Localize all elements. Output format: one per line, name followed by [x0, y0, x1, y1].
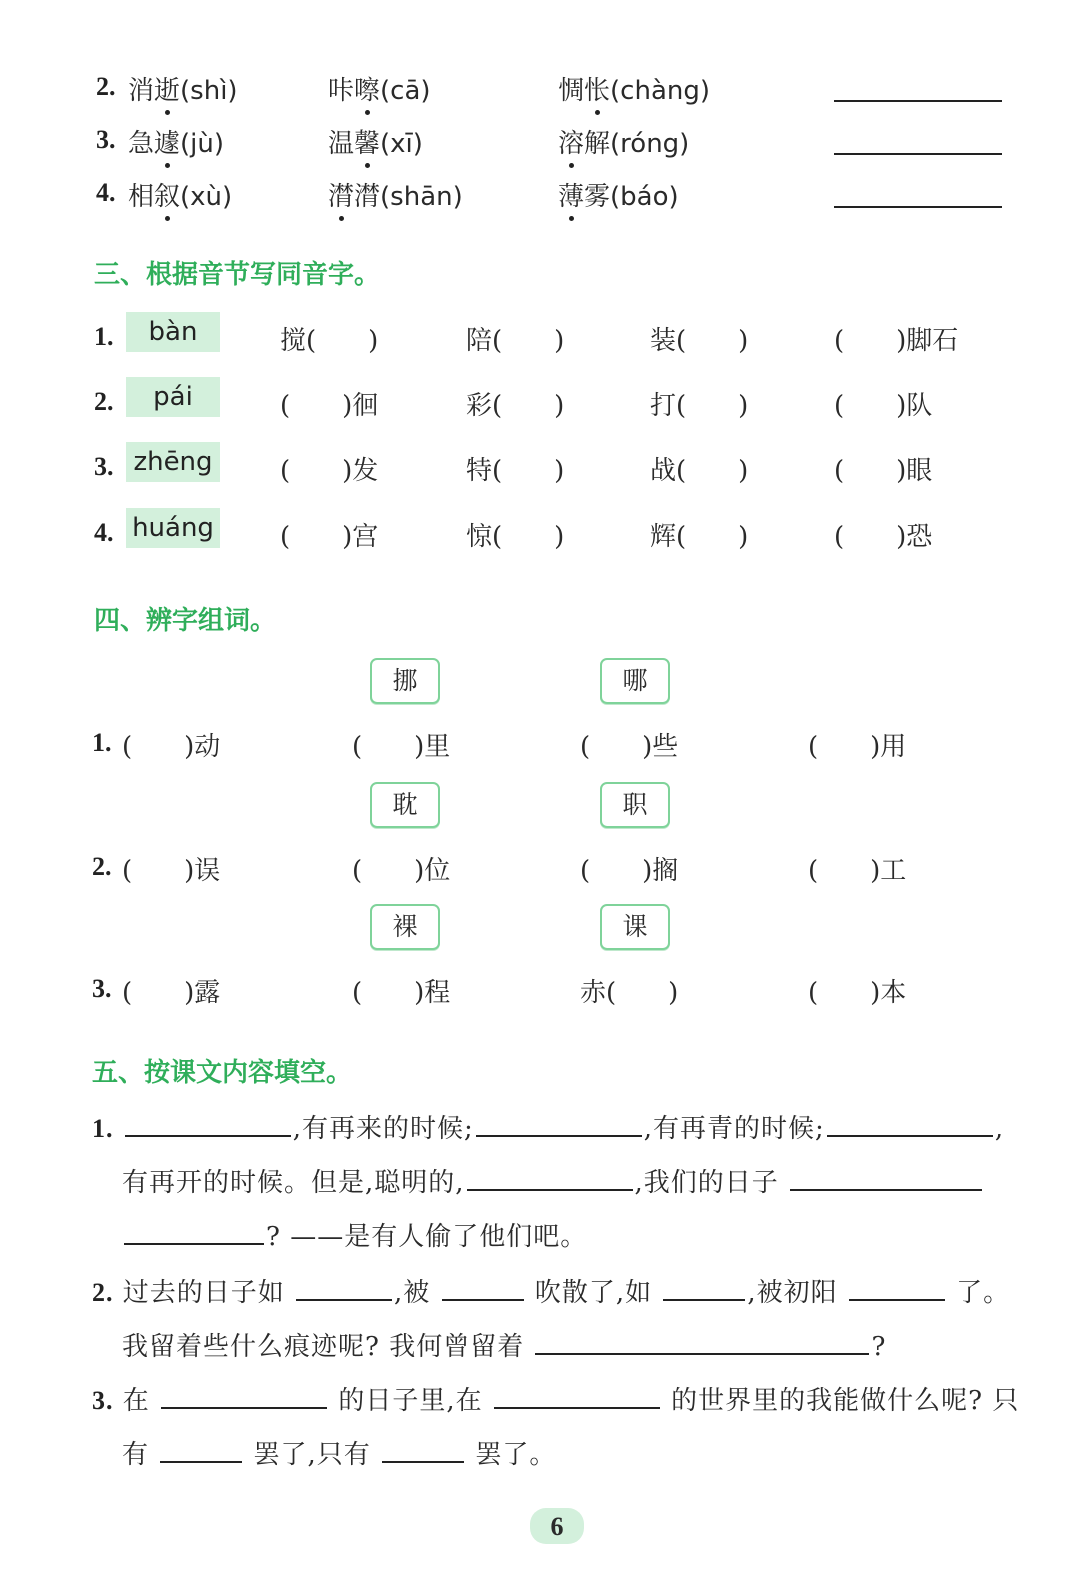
pinyin-box: bàn: [126, 312, 220, 352]
word-blank[interactable]: ( )误: [122, 856, 221, 886]
fill-blank[interactable]: [467, 1167, 633, 1191]
s4-row-number: 1.: [92, 728, 112, 757]
word-blank[interactable]: ( )程: [352, 978, 451, 1008]
pinyin-box: zhēng: [126, 442, 220, 482]
s4-row-number: 3.: [92, 974, 112, 1003]
word-blank[interactable]: ( )里: [352, 732, 451, 762]
word-blank[interactable]: ( )工: [808, 856, 907, 886]
word-blank[interactable]: ( )本: [808, 978, 907, 1008]
homophone-blank[interactable]: 陪( ): [466, 326, 565, 356]
fill-blank[interactable]: [124, 1221, 264, 1245]
answer-blank[interactable]: [834, 153, 1002, 155]
homophone-blank[interactable]: 彩( ): [466, 391, 565, 421]
homophone-blank[interactable]: 装( ): [650, 326, 749, 356]
answer-blank[interactable]: [834, 206, 1002, 208]
homophone-blank[interactable]: ( )眼: [834, 456, 933, 486]
homophone-blank[interactable]: ( )徊: [280, 391, 379, 421]
s5-q1-line1: 1. ,有再来的时候; ,有再青的时候; ,: [92, 1114, 1005, 1144]
q1-number: 1.: [92, 1114, 114, 1143]
homophone-blank[interactable]: 战( ): [650, 456, 749, 486]
homophone-blank[interactable]: 打( ): [650, 391, 749, 421]
dotted-char: 薄: [558, 176, 584, 213]
page-number: 6: [530, 1508, 584, 1544]
fill-blank[interactable]: [160, 1439, 242, 1463]
s5-q1-line3: ? ——是有人偷了他们吧。: [122, 1216, 587, 1253]
s3-row-number: 3.: [94, 452, 114, 481]
s5-q2-line1: 2. 过去的日子如 ,被 吹散了,如 ,被初阳 了。: [92, 1278, 1011, 1308]
char-box: 耽: [370, 782, 440, 828]
word-blank[interactable]: ( )露: [122, 978, 221, 1008]
fill-blank[interactable]: [535, 1331, 869, 1355]
char-box: 哪: [600, 658, 670, 704]
char-box: 课: [600, 904, 670, 950]
dotted-char: 溶: [558, 123, 584, 160]
fill-blank[interactable]: [125, 1113, 291, 1137]
pinyin: (shì): [180, 76, 238, 106]
pinyin: (cā): [380, 76, 431, 106]
s5-q3-line1: 3. 在 的日子里,在 的世界里的我能做什么呢? 只: [92, 1386, 1020, 1416]
pinyin: (xù): [180, 182, 233, 212]
char-box: 挪: [370, 658, 440, 704]
word-blank[interactable]: ( )用: [808, 732, 907, 762]
s2-row-number: 3.: [96, 125, 116, 154]
homophone-blank[interactable]: ( )队: [834, 391, 933, 421]
s2-word: 温馨(xī): [328, 123, 423, 160]
section4-title: 四、辨字组词。: [94, 606, 277, 636]
s3-row-number: 2.: [94, 387, 114, 416]
s4-row-number: 2.: [92, 852, 112, 881]
word-blank[interactable]: ( )些: [580, 732, 679, 762]
fill-blank[interactable]: [476, 1113, 642, 1137]
homophone-blank[interactable]: 惊( ): [466, 522, 565, 552]
s2-word: 相叙(xù): [128, 176, 232, 213]
answer-blank[interactable]: [834, 100, 1002, 102]
pinyin: (shān): [380, 182, 463, 212]
pinyin-box: huáng: [126, 508, 220, 548]
dotted-char: 嚓: [354, 70, 380, 107]
fill-blank[interactable]: [790, 1167, 982, 1191]
pinyin: (báo): [610, 182, 679, 212]
homophone-blank[interactable]: 搅( ): [280, 326, 379, 356]
fill-blank[interactable]: [161, 1385, 327, 1409]
pinyin: (róng): [610, 129, 690, 159]
fill-blank[interactable]: [442, 1277, 524, 1301]
section3-title: 三、根据音节写同音字。: [94, 260, 381, 290]
s3-row-number: 1.: [94, 322, 114, 351]
s2-word: 咔嚓(cā): [328, 70, 431, 107]
s2-word: 潸潸(shān): [328, 176, 463, 213]
q3-number: 3.: [92, 1386, 114, 1415]
pinyin: (chàng): [610, 76, 711, 106]
s2-word: 急遽(jù): [128, 123, 224, 160]
homophone-blank[interactable]: ( )发: [280, 456, 379, 486]
fill-blank[interactable]: [663, 1277, 745, 1301]
s3-row-number: 4.: [94, 518, 114, 547]
pinyin-box: pái: [126, 377, 220, 417]
s2-word: 惆怅(chàng): [558, 70, 710, 107]
s2-word: 薄雾(báo): [558, 176, 679, 213]
fill-blank[interactable]: [382, 1439, 464, 1463]
word-blank[interactable]: ( )搁: [580, 856, 679, 886]
homophone-blank[interactable]: ( )脚石: [834, 326, 959, 356]
dotted-char: 叙: [154, 176, 180, 213]
fill-blank[interactable]: [494, 1385, 660, 1409]
s5-q3-line2: 有 罢了,只有 罢了。: [122, 1440, 557, 1470]
s5-q1-line2: 有再开的时候。但是,聪明的, ,我们的日子: [122, 1162, 984, 1199]
q2-number: 2.: [92, 1278, 114, 1307]
pinyin: (xī): [380, 129, 423, 159]
dotted-char: 馨: [354, 123, 380, 160]
dotted-char: 怅: [584, 70, 610, 107]
fill-blank[interactable]: [827, 1113, 993, 1137]
pinyin: (jù): [180, 129, 225, 159]
char-box: 职: [600, 782, 670, 828]
fill-blank[interactable]: [296, 1277, 392, 1301]
s2-word: 溶解(róng): [558, 123, 689, 160]
s5-q2-line2: 我留着些什么痕迹呢? 我何曾留着 ?: [122, 1332, 887, 1362]
homophone-blank[interactable]: ( )宫: [280, 522, 379, 552]
section5-title: 五、按课文内容填空。: [92, 1058, 353, 1088]
char-box: 裸: [370, 904, 440, 950]
word-blank[interactable]: ( )动: [122, 732, 221, 762]
word-blank[interactable]: ( )位: [352, 856, 451, 886]
s2-row-number: 4.: [96, 178, 116, 207]
homophone-blank[interactable]: 特( ): [466, 456, 565, 486]
dotted-char: 逝: [154, 70, 180, 107]
dotted-char: 潸: [328, 176, 354, 213]
homophone-blank[interactable]: 辉( ): [650, 522, 749, 552]
word-blank[interactable]: 赤( ): [580, 978, 679, 1008]
dotted-char: 遽: [154, 123, 180, 160]
s2-row-number: 2.: [96, 72, 116, 101]
homophone-blank[interactable]: ( )恐: [834, 522, 933, 552]
s2-word: 消逝(shì): [128, 70, 238, 107]
fill-blank[interactable]: [849, 1277, 945, 1301]
